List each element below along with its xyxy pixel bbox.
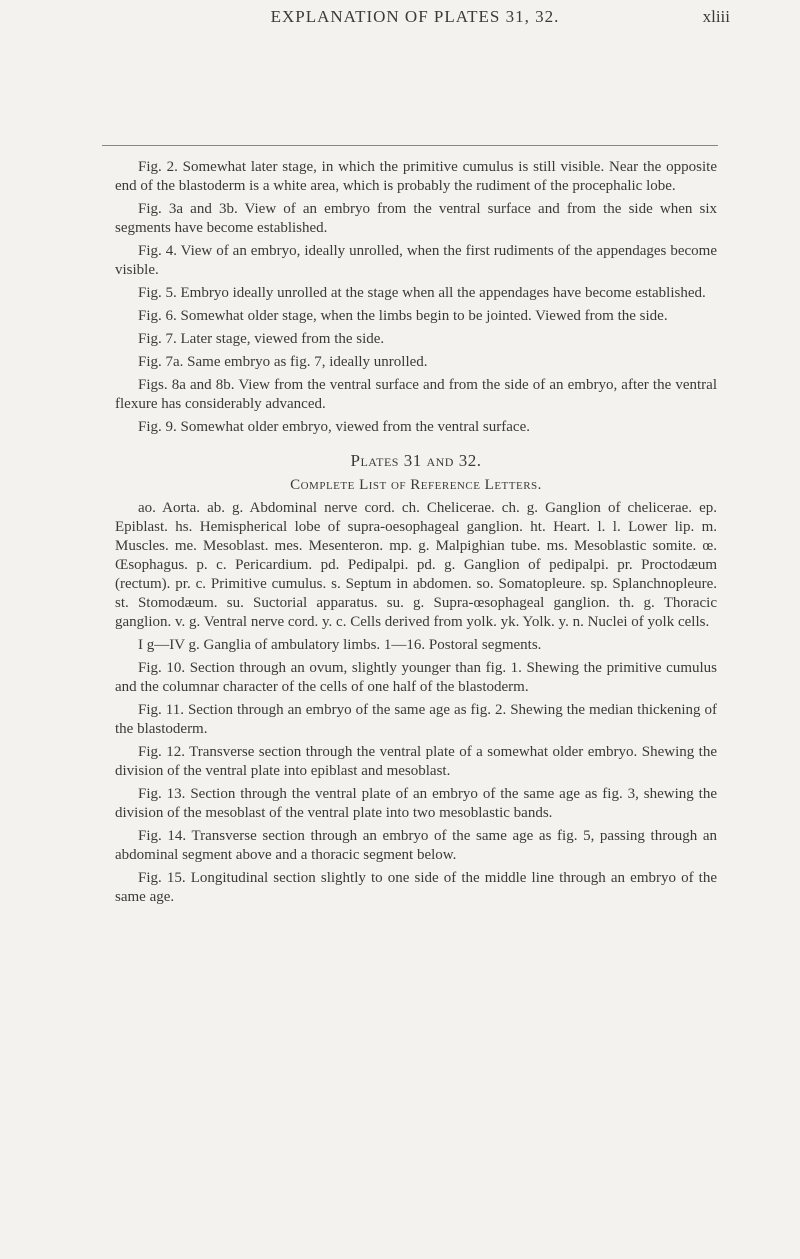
- figure-caption: Fig. 12. Transverse section through the ventral plate of a somewhat older embryo. Shewing the division of the ventral plate into epiblast and mesoblast.: [115, 744, 717, 779]
- figure-caption: Fig. 11. Section through an embryo of the same age as fig. 2. Shewing the median thickening of the blastoderm.: [115, 702, 717, 737]
- figure-caption: Fig. 2. Somewhat later stage, in which the primitive cumulus is still visible. Near the opposite end of the blastoderm is a white area, which is probably the rudiment of the procephalic lobe.: [115, 159, 717, 194]
- figure-caption: Fig. 5. Embryo ideally unrolled at the stage when all the appendages have become established.: [138, 285, 706, 301]
- figure-caption: Fig. 3a and 3b. View of an embryo from the ventral surface and from the side when six segments have become established.: [115, 201, 717, 236]
- reference-letters-tail: I g—IV g. Ganglia of ambulatory limbs. 1—16. Postoral segments.: [138, 637, 542, 653]
- running-title: EXPLANATION OF PLATES 31, 32.: [270, 7, 560, 26]
- header-rule: [102, 145, 718, 146]
- figure-caption: Fig. 13. Section through the ventral plate of an embryo of the same age as fig. 3, shewing the division of the mesoblast of the ventral plate into two mesoblastic bands.: [115, 786, 717, 821]
- reference-letters-heading: Complete List of Reference Letters.: [290, 477, 542, 493]
- figure-caption: Fig. 14. Transverse section through an embryo of the same age as fig. 5, passing through an abdominal segment above and a thoracic segment below.: [115, 828, 717, 863]
- page-number: xliii: [702, 7, 730, 26]
- figure-caption: Fig. 10. Section through an ovum, slightly younger than fig. 1. Shewing the primitive cumulus and the columnar character of the cells of one half of the blastoderm.: [115, 660, 717, 695]
- figure-caption: Fig. 15. Longitudinal section slightly to one side of the middle line through an embryo of the same age.: [115, 870, 717, 905]
- page-body: [115, 158, 717, 911]
- figure-caption: Fig. 7a. Same embryo as fig. 7, ideally unrolled.: [138, 354, 428, 370]
- figure-caption: Fig. 6. Somewhat older stage, when the limbs begin to be jointed. Viewed from the side.: [138, 308, 668, 324]
- page-header: [100, 7, 730, 39]
- figure-caption: Fig. 9. Somewhat older embryo, viewed from the ventral surface.: [138, 419, 530, 435]
- figure-caption: Figs. 8a and 8b. View from the ventral surface and from the side of an embryo, after the ventral flexure has considerably advanced.: [115, 377, 717, 412]
- plates-heading: Plates 31 and 32.: [350, 451, 482, 470]
- figure-caption: Fig. 7. Later stage, viewed from the side.: [138, 331, 385, 347]
- reference-letters-list: ao. Aorta. ab. g. Abdominal nerve cord. ch. Chelicerae. ch. g. Ganglion of chelicerae. ep. Epiblast. hs. Hemispherical lobe of supra-oesophageal ganglion. ht. Heart. l. l. Lower lip. m. Muscles. me. Mesoblast. mes. Mesenteron. mp. g. Malpighian tube. ms. Mesoblastic somite. œ. Œsophagus. p. c. Pericardium. pd. Pedipalpi. pd. g. Ganglion of pedipalpi. pr. Proctodæum (rectum). pr. c. Primitive cumulus. s. Septum in abdomen. so. Somatopleure. sp. Splanchnopleure. st. Stomodæum. su. Suctorial apparatus. su. g. Supra-œsophageal ganglion. th. g. Thoracic ganglion. v. g. Ventral nerve cord. y. c. Cells derived from yolk. yk. Yolk. y. n. Nuclei of yolk cells.: [115, 500, 717, 630]
- figure-caption: Fig. 4. View of an embryo, ideally unrolled, when the first rudiments of the appendages become visible.: [115, 243, 717, 278]
